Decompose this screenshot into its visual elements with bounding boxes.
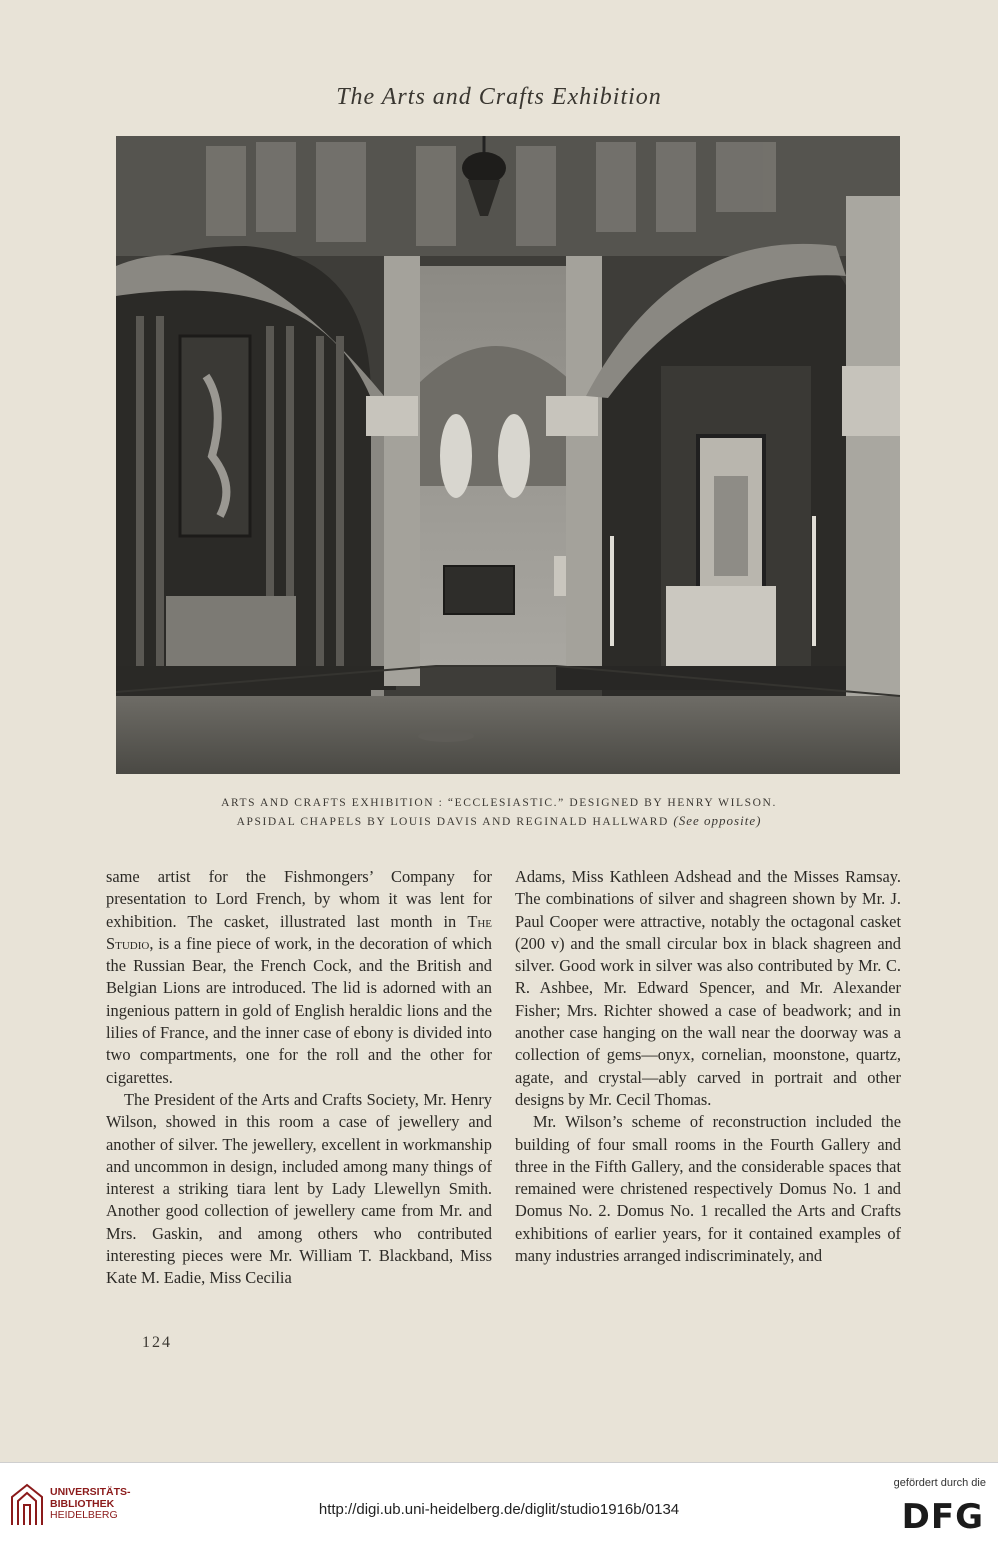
library-name-line: HEIDELBERG xyxy=(50,1509,118,1521)
paragraph-text: , is a fine piece of work, in the decoration of which the Russian Bear, the French Cock, and the British and Belgian Lions are introduced. The lid is adorned with an ingenious pattern in gold of English heraldic lions and the lilies of France, and the inner case of ebony is divided into two compartments, one for the roll and the other for cigarettes. xyxy=(106,933,492,1087)
caption-line-1: ARTS AND CRAFTS EXHIBITION : “ECCLESIASTIC.” DESIGNED BY HENRY WILSON. xyxy=(221,797,777,809)
dfg-logo-text: DFG xyxy=(901,1497,984,1537)
caption-line-2 xyxy=(0,812,998,831)
paragraph xyxy=(106,866,492,1089)
digitization-footer xyxy=(0,1462,998,1543)
permalink[interactable]: http://digi.ub.uni-heidelberg.de/diglit/studio1916b/0134 xyxy=(318,1501,680,1518)
chapel-photograph xyxy=(116,136,900,774)
library-name-line: BIBLIOTHEK xyxy=(50,1497,115,1510)
running-title: The Arts and Crafts Exhibition xyxy=(336,84,662,110)
page-number: 124 xyxy=(142,1334,172,1351)
left-column xyxy=(106,866,492,1290)
right-column xyxy=(515,866,901,1267)
paragraph: The President of the Arts and Crafts Society, Mr. Henry Wilson, showed in this room a case of jewellery and another of silver. The jewellery, excellent in workmanship and uncommon in design, included among many things of interest a striking tiara lent by Lady Llewellyn Smith. Another good collection of jewellery came from Mr. and Mrs. Gaskin, and among others who contributed interesting pieces were Mr. William T. Blackband, Miss Kate M. Eadie, Miss Cecilia xyxy=(106,1089,492,1288)
paragraph-text: same artist for the Fishmongers’ Company for presentation to Lord French, by whom it was lent for exhibition. The casket, illustrated last month in xyxy=(106,867,492,931)
library-name-line: UNIVERSITÄTS- xyxy=(50,1486,131,1498)
chapel-illustration xyxy=(116,136,900,774)
dfg-logo xyxy=(902,1497,984,1537)
paragraph: Mr. Wilson’s scheme of reconstruction included the building of four small rooms in the Fourth Gallery and three in the Fifth Gallery, and the considerable spaces that remained were christened respectively Domus No. 1 and Domus No. 2. Domus No. 1 recalled the Arts and Crafts exhibitions of earlier years, for it contained examples of many industries arranged indiscriminately, and xyxy=(515,1112,901,1266)
see-opposite-note: (See opposite) xyxy=(673,813,762,828)
caption-line-2-text: APSIDAL CHAPELS BY LOUIS DAVIS AND REGINALD HALLWARD xyxy=(236,816,669,828)
sponsor-label: gefördert durch die xyxy=(893,1477,986,1489)
paragraph: Adams, Miss Kathleen Adshead and the Misses Ramsay. The combinations of silver and shagreen shown by Mr. J. Paul Cooper were attractive, notably the octagonal casket (200 v) and the small circular box in black shagreen and silver. Good work in silver was also contributed by Mr. C. R. Ashbee, Mr. Edward Spencer, and Mr. Alexander Fisher; Mrs. Richter showed a case of beadwork; and in another case hanging on the wall near the doorway was a collection of gems—onyx, cornelian, moonstone, quartz, agate, and crystal—ably carved in portrait and other designs by Mr. Cecil Thomas. xyxy=(515,867,901,1109)
plate-caption xyxy=(0,795,998,831)
magazine-name: The Studio xyxy=(106,911,492,953)
